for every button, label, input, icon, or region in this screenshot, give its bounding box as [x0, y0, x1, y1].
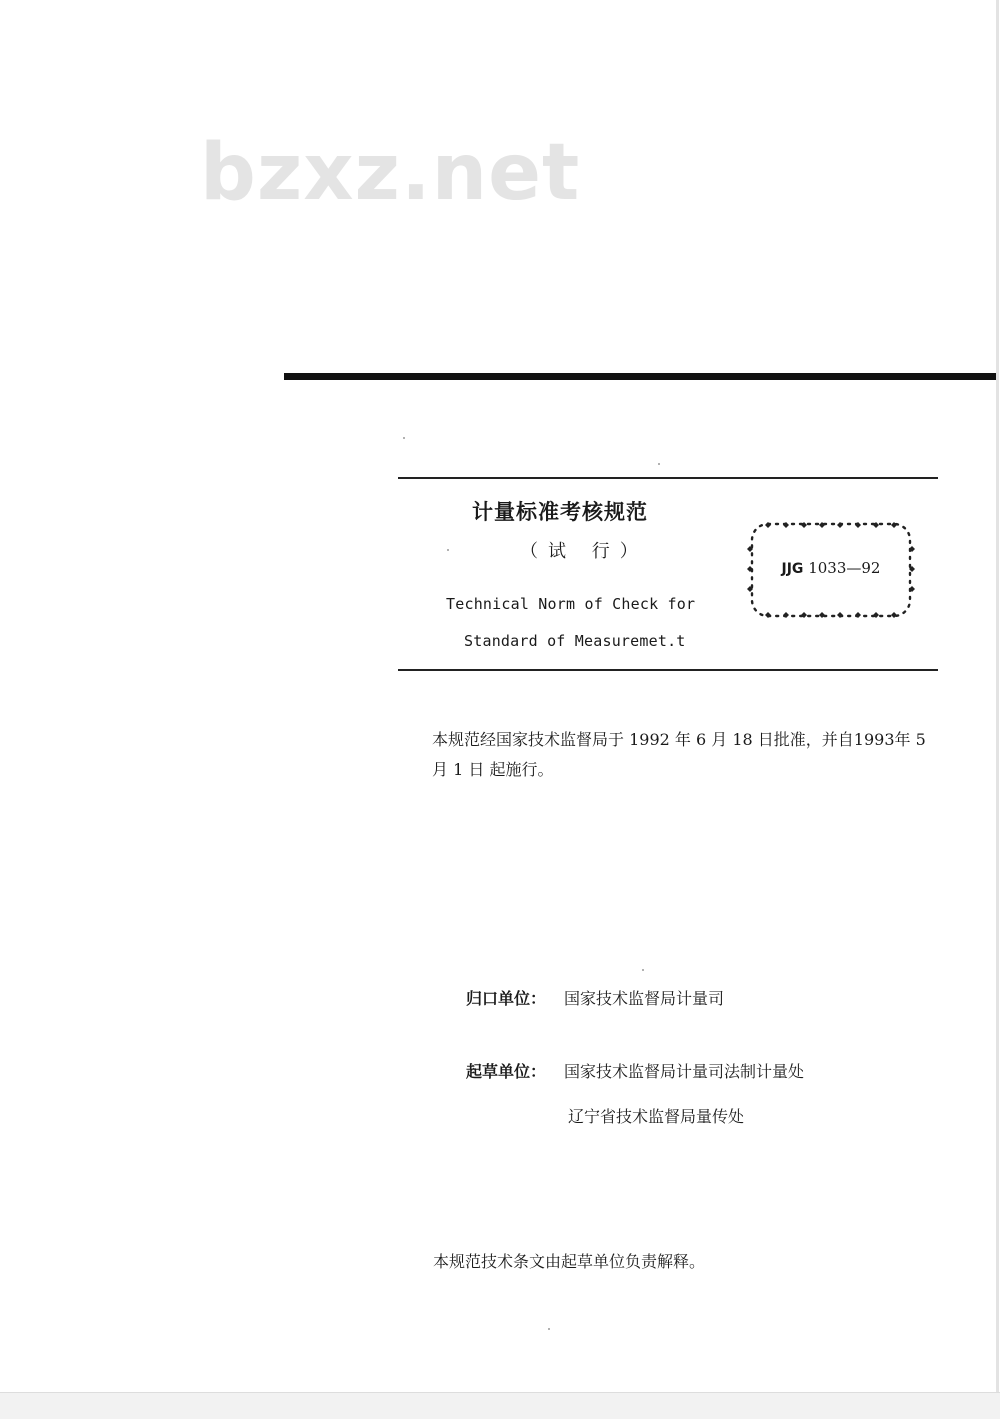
title-chinese: 计量标准考核规范	[472, 499, 648, 524]
standard-code-prefix: JJG	[781, 561, 804, 577]
drafting-unit-row-2	[568, 1104, 744, 1127]
scan-speck	[658, 463, 660, 465]
viewer-bottom-strip	[0, 1392, 1000, 1419]
standard-code-number: 1033—92	[808, 559, 881, 577]
approval-statement	[398, 725, 943, 785]
scan-speck	[447, 549, 449, 551]
standard-code-box	[746, 520, 916, 620]
title-top-rule	[398, 477, 938, 479]
watermark: bzxz.net	[200, 128, 581, 218]
interpretation-note: 本规范技术条文由起草单位负责解释。	[433, 1252, 706, 1271]
title-trial: （试 行）	[520, 541, 648, 562]
drafting-unit-value-1: 国家技术监督局计量司法制计量处	[564, 1062, 805, 1081]
title-english-line2: Standard of Measuremet.t	[464, 632, 686, 650]
responsible-unit-row	[466, 986, 724, 1009]
drafting-unit-row	[466, 1059, 804, 1082]
drafting-unit-value-2: 辽宁省技术监督局量传处	[568, 1107, 745, 1126]
scan-speck	[642, 969, 644, 971]
drafting-unit-label: 起草单位：	[466, 1062, 547, 1081]
standard-code	[746, 559, 916, 577]
title-bottom-rule	[398, 669, 938, 671]
approval-text: 本规范经国家技术监督局于 1992 年 6 月 18 日批准，并自1993年 5 月 1 日 起施行。	[432, 730, 926, 779]
heavy-divider	[284, 373, 996, 380]
title-english-line1: Technical Norm of Check for	[446, 595, 696, 613]
scan-speck	[403, 437, 405, 439]
responsible-unit-value: 国家技术监督局计量司	[564, 989, 725, 1008]
scan-speck	[548, 1328, 550, 1330]
responsible-unit-label: 归口单位：	[466, 989, 547, 1008]
